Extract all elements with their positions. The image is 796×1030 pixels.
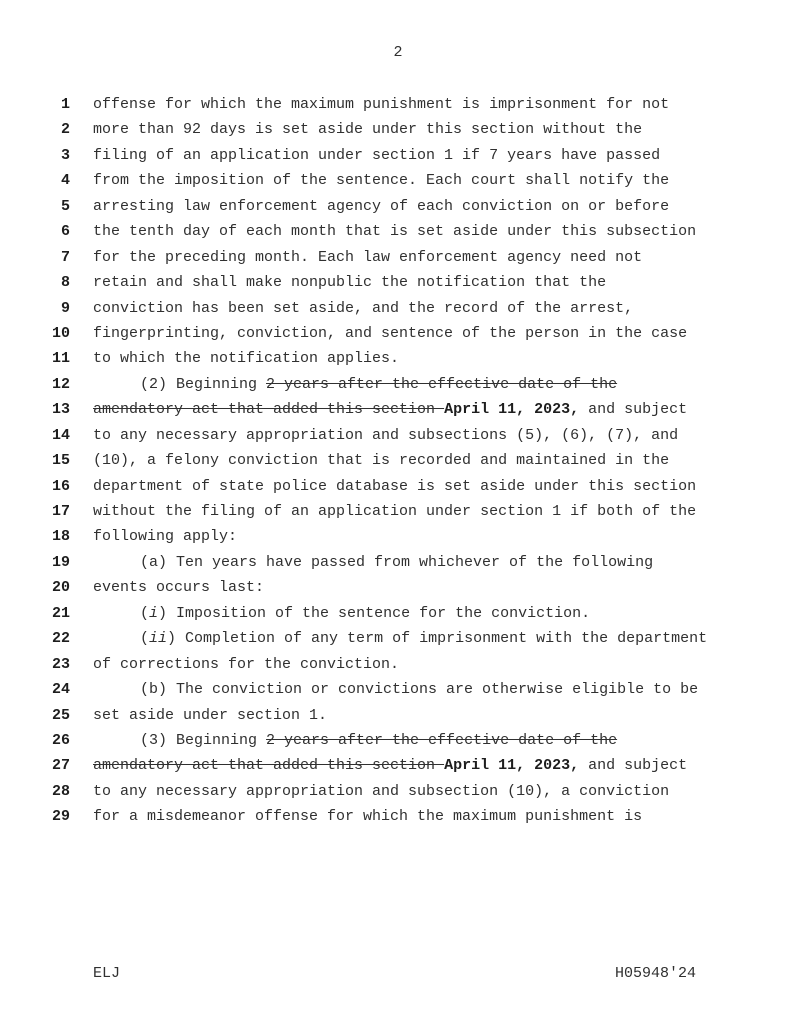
- bill-line: [0, 474, 796, 499]
- bill-line: [0, 652, 796, 677]
- text-segment-strike: 2 years after the effective date of the: [266, 375, 618, 393]
- text-segment-normal: to any necessary appropriation and subsections (5), (6), (7), and: [93, 426, 679, 444]
- line-number: 11: [51, 350, 70, 368]
- line-text: [93, 219, 696, 244]
- line-number: 12: [51, 375, 70, 393]
- text-segment-normal: and subject: [579, 401, 688, 419]
- page-number: 2: [393, 44, 403, 61]
- bill-line: [0, 626, 796, 651]
- text-segment-normal: to any necessary appropriation and subsection (10), a conviction: [93, 782, 670, 800]
- line-number: 4: [60, 172, 70, 190]
- bill-line: [0, 194, 796, 219]
- line-text: [93, 194, 669, 219]
- bill-line: [0, 143, 796, 168]
- line-number: 2: [60, 121, 70, 139]
- text-segment-normal: (: [140, 630, 150, 648]
- text-segment-normal: for the preceding month. Each law enforcement agency need not: [93, 248, 643, 266]
- line-text: [93, 652, 399, 677]
- bill-line: [0, 753, 796, 778]
- line-text: [93, 92, 669, 117]
- text-segment-normal: from the imposition of the sentence. Each court shall notify the: [93, 172, 670, 190]
- line-number: 24: [51, 681, 70, 699]
- line-number: 21: [51, 604, 70, 622]
- line-text: [93, 575, 264, 600]
- text-segment-italic: i: [149, 604, 159, 622]
- bill-line: [0, 524, 796, 549]
- line-text: [93, 524, 237, 549]
- text-segment-normal: (a) Ten years have passed from whichever of the following: [140, 553, 654, 571]
- line-number: 9: [60, 299, 70, 317]
- text-segment-normal: the tenth day of each month that is set aside under this subsection: [93, 223, 697, 241]
- line-number: 15: [51, 452, 70, 470]
- text-segment-normal: without the filing of an application under section 1 if both of the: [93, 503, 697, 520]
- line-number: 6: [60, 223, 70, 241]
- bill-line: [0, 728, 796, 753]
- line-text: [93, 270, 606, 295]
- line-number: 23: [51, 655, 70, 673]
- line-number: 3: [60, 146, 70, 164]
- bill-lines: [0, 92, 796, 830]
- text-segment-normal: more than 92 days is set aside under this section without the: [93, 121, 643, 139]
- line-text: [93, 753, 687, 778]
- line-number: 16: [51, 477, 70, 495]
- line-number: 20: [51, 579, 70, 597]
- text-segment-normal: (2) Beginning: [140, 375, 267, 393]
- bill-line: [0, 270, 796, 295]
- bill-line: [0, 219, 796, 244]
- bill-line: [0, 703, 796, 728]
- text-segment-normal: events occurs last:: [93, 579, 265, 597]
- text-segment-normal: and subject: [579, 757, 688, 775]
- bill-line: [0, 601, 796, 626]
- line-number: 10: [51, 324, 70, 342]
- line-number: 7: [60, 248, 70, 266]
- text-segment-normal: following apply:: [93, 528, 238, 546]
- line-number: 17: [51, 503, 70, 520]
- line-text: [93, 346, 399, 371]
- line-text: [93, 474, 696, 499]
- bill-line: [0, 575, 796, 600]
- line-text: [93, 143, 660, 168]
- text-segment-normal: arresting law enforcement agency of each conviction on or before: [93, 197, 670, 215]
- line-text: [93, 321, 687, 346]
- line-text: [93, 626, 707, 651]
- text-segment-normal: (: [140, 604, 150, 622]
- line-number: 14: [51, 426, 70, 444]
- line-text: [93, 372, 617, 397]
- text-segment-italic: ii: [149, 630, 168, 648]
- line-text: [93, 245, 642, 270]
- text-segment-normal: offense for which the maximum punishment is imprisonment for not: [93, 96, 670, 113]
- line-text: [93, 677, 698, 702]
- text-segment-strike: amendatory act that added this section: [93, 401, 445, 419]
- text-segment-normal: set aside under section 1.: [93, 706, 328, 724]
- text-segment-normal: retain and shall make nonpublic the notification that the: [93, 274, 607, 292]
- text-segment-normal: (3) Beginning: [140, 731, 267, 749]
- line-number: 26: [51, 731, 70, 749]
- text-segment-normal: (b) The conviction or convictions are otherwise eligible to be: [140, 681, 699, 699]
- bill-line: [0, 397, 796, 422]
- bill-line: [0, 92, 796, 117]
- line-number: 27: [51, 757, 70, 775]
- line-text: [93, 168, 669, 193]
- line-text: [93, 550, 653, 575]
- bill-line: [0, 245, 796, 270]
- bill-line: [0, 804, 796, 829]
- line-text: [93, 703, 327, 728]
- text-segment-normal: conviction has been set aside, and the record of the arrest,: [93, 299, 634, 317]
- text-segment-normal: of corrections for the conviction.: [93, 655, 400, 673]
- bill-line: [0, 779, 796, 804]
- bill-line: [0, 423, 796, 448]
- text-segment-bold: April 11, 2023,: [444, 757, 580, 775]
- text-segment-normal: fingerprinting, conviction, and sentence of the person in the case: [93, 324, 688, 342]
- line-number: 25: [51, 706, 70, 724]
- bill-line: [0, 677, 796, 702]
- bill-line: [0, 448, 796, 473]
- line-number: 22: [51, 630, 70, 648]
- bill-line: [0, 372, 796, 397]
- bill-line: [0, 296, 796, 321]
- text-segment-normal: ) Imposition of the sentence for the conviction.: [158, 604, 591, 622]
- bill-line: [0, 117, 796, 142]
- line-number: 28: [51, 782, 70, 800]
- bill-line: [0, 321, 796, 346]
- line-text: [93, 499, 696, 524]
- line-number: 18: [51, 528, 70, 546]
- line-text: [93, 448, 669, 473]
- line-text: [93, 601, 590, 626]
- bill-line: [0, 168, 796, 193]
- bill-line: [0, 346, 796, 371]
- line-number: 19: [51, 553, 70, 571]
- line-text: [93, 397, 687, 422]
- text-segment-normal: (10), a felony conviction that is recorded and maintained in the: [93, 452, 670, 470]
- text-segment-strike: 2 years after the effective date of the: [266, 731, 618, 749]
- page-footer: [93, 966, 696, 981]
- text-segment-normal: ) Completion of any term of imprisonment with the department: [167, 630, 708, 648]
- text-segment-normal: filing of an application under section 1 if 7 years have passed: [93, 146, 661, 164]
- line-number: 5: [60, 197, 70, 215]
- line-text: [93, 728, 617, 753]
- line-text: [93, 804, 642, 829]
- text-segment-strike: amendatory act that added this section: [93, 757, 445, 775]
- line-number: 13: [51, 401, 70, 419]
- footer-drafter-code: ELJ: [93, 965, 121, 982]
- text-segment-normal: for a misdemeanor offense for which the maximum punishment is: [93, 808, 643, 826]
- line-text: [93, 296, 633, 321]
- line-text: [93, 779, 669, 804]
- text-segment-normal: department of state police database is set aside under this section: [93, 477, 697, 495]
- bill-line: [0, 499, 796, 524]
- line-text: [93, 117, 642, 142]
- line-text: [93, 423, 678, 448]
- footer-bill-number: H05948'24: [614, 965, 696, 982]
- bill-line: [0, 550, 796, 575]
- line-number: 29: [51, 808, 70, 826]
- line-number: 1: [60, 96, 70, 113]
- text-segment-bold: April 11, 2023,: [444, 401, 580, 419]
- line-number: 8: [60, 274, 70, 292]
- text-segment-normal: to which the notification applies.: [93, 350, 400, 368]
